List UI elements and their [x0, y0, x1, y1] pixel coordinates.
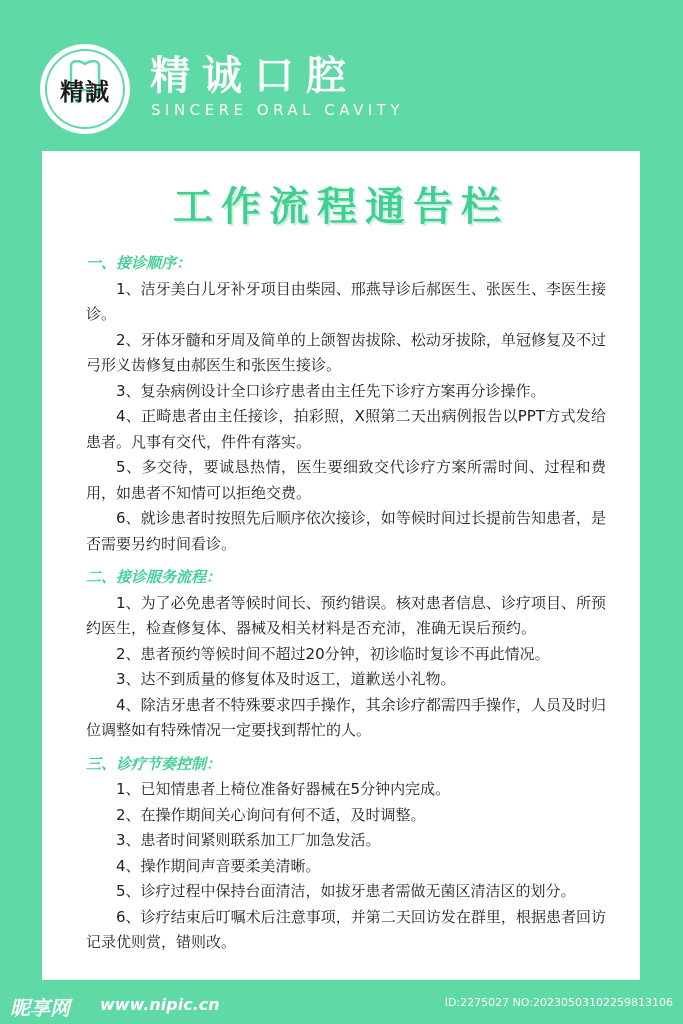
list-item: 3、达不到质量的修复体及时返工，道歉送小礼物。	[116, 670, 456, 688]
brand-name-cn: 精诚口腔	[150, 53, 358, 99]
list-item: 4、正畸患者由主任接诊，拍彩照，X照第二天出病例报告以PPT方式发给患者。凡事有交代，件件有落实。	[86, 407, 606, 451]
list-item: 4、除洁牙患者不特殊要求四手操作，其余诊疗都需四手操作，人员及时归位调整如有特殊情况一定要找到帮忙的人。	[86, 695, 606, 739]
logo-text: 精誠	[60, 76, 110, 106]
notice-title: 工作流程通告栏	[173, 184, 509, 230]
list-item: 2、在操作期间关心询问有何不适，及时调整。	[116, 805, 426, 824]
section-heading: 一、接诊顺序：	[86, 254, 192, 272]
list-item: 1、为了必免患者等候时间长、预约错误。核对患者信息、诊疗项目、所预约医生，检查修复体、器械及相关材料是否充沛，准确无误后预约。	[86, 593, 606, 637]
list-item: 5、诊疗过程中保持台面清洁，如拔牙患者需做无菌区清洁区的划分。	[116, 882, 576, 900]
list-item: 3、复杂病例设计全口诊疗患者由主任先下诊疗方案再分诊操作。	[116, 381, 546, 400]
watermark-id: ID:2275027 NO:20230503102259813106	[444, 996, 673, 1009]
notice-content	[86, 249, 606, 956]
list-item: 1、已知情患者上椅位准备好器械在5分钟内完成。	[116, 780, 451, 798]
list-item: 2、牙体牙髓和牙周及简单的上颌智齿拔除、松动牙拔除，单冠修复及不过弓形义齿修复由郝医生和张医生接诊。	[86, 330, 606, 374]
list-item: 2、患者预约等候时间不超过20分钟，初诊临时复诊不再此情况。	[116, 644, 550, 663]
watermark-logo: 昵享网	[10, 996, 70, 1020]
watermark-footer	[0, 984, 683, 1024]
section-heading: 二、接诊服务流程：	[86, 568, 222, 586]
list-item: 1、洁牙美白儿牙补牙项目由柴园、邢燕导诊后郝医生、张医生、李医生接诊。	[86, 279, 606, 323]
list-item: 5、多交待，要诚恳热情，医生要细致交代诊疗方案所需时间、过程和费用，如患者不知情可以拒绝交费。	[86, 458, 606, 502]
brand-name-en: SINCERE ORAL CAVITY	[151, 101, 405, 119]
watermark-url: www.nipic.cn	[100, 995, 220, 1014]
list-item: 6、就诊患者时按照先后顺序依次接诊，如等候时间过长提前告知患者，是否需要另约时间看诊。	[86, 509, 606, 553]
section-heading: 三、诊疗节奏控制：	[86, 754, 222, 773]
section-gap	[86, 744, 606, 750]
notice-card	[42, 151, 640, 980]
list-item: 6、诊疗结束后叮嘱术后注意事项，并第二天回访发在群里，根据患者回访记录优则赏，错则改。	[86, 907, 606, 951]
section-gap	[86, 557, 606, 563]
list-item: 4、操作期间声音要柔美清晰。	[116, 856, 321, 875]
clinic-logo	[40, 44, 130, 134]
list-item: 3、患者时间紧则联系加工厂加急发活。	[116, 831, 381, 849]
